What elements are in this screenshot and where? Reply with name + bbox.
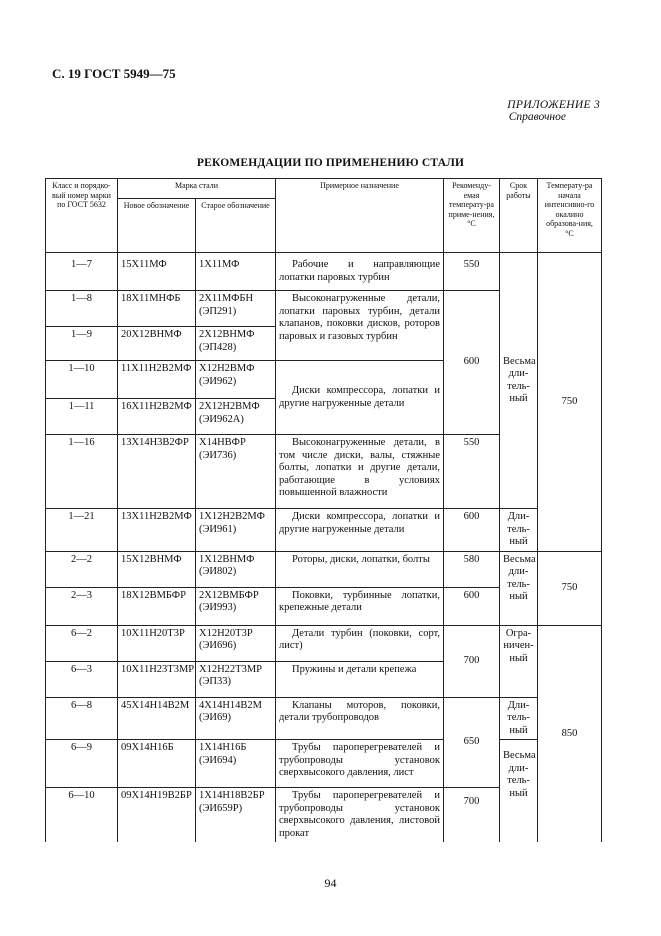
new-grade-cell: 15Х11МФ <box>118 253 196 291</box>
old-grade-cell: Х12Н2ВМФ (ЭИ962) <box>196 361 276 399</box>
purpose-cell: Высоконагруженные детали, лопатки паровых турбин, детали клапанов, поковки дисков, роторов паровых и газовых турбин <box>276 291 444 361</box>
table-row <box>46 253 602 291</box>
term-cell: Весьма дли-тель-ный <box>500 551 538 625</box>
class-cell: 2—2 <box>46 551 118 587</box>
header-term: Срок работы <box>500 179 538 253</box>
new-grade-cell: 20Х12ВНМФ <box>118 327 196 361</box>
purpose-cell: Клапаны моторов, поковки, детали трубопроводов <box>276 697 444 740</box>
term-cell: Весьма дли-тель-ный <box>500 740 538 843</box>
new-grade-cell: 13Х11Н2В2МФ <box>118 509 196 552</box>
old-grade-cell: 4Х14Н14В2М (ЭИ69) <box>196 697 276 740</box>
old-grade-cell: 2Х12Н2ВМФ (ЭИ962А) <box>196 399 276 435</box>
header-row-1 <box>46 179 602 199</box>
purpose-cell: Пружины и детали крепежа <box>276 661 444 697</box>
steel-application-table <box>45 178 602 842</box>
purpose-cell: Поковки, турбинные лопатки, крепежные детали <box>276 587 444 625</box>
class-cell: 1—10 <box>46 361 118 399</box>
new-grade-cell: 09Х14Н19В2БР <box>118 788 196 843</box>
header-new: Новое обозначение <box>118 199 196 253</box>
class-cell: 1—9 <box>46 327 118 361</box>
new-grade-cell: 11Х11Н2В2МФ <box>118 361 196 399</box>
old-grade-cell: 1Х14Н16Б (ЭИ694) <box>196 740 276 788</box>
temp-cell: 600 <box>444 587 500 625</box>
old-grade-cell: Х12Н20Т3Р (ЭИ696) <box>196 625 276 661</box>
new-grade-cell: 09Х14Н16Б <box>118 740 196 788</box>
term-cell: Дли-тель-ный <box>500 509 538 552</box>
temp-cell: 580 <box>444 551 500 587</box>
class-cell: 6—3 <box>46 661 118 697</box>
table-title: РЕКОМЕНДАЦИИ ПО ПРИМЕНЕНИЮ СТАЛИ <box>196 157 465 169</box>
class-cell: 1—11 <box>46 399 118 435</box>
temp-cell: 550 <box>444 435 500 509</box>
purpose-cell: Высоконагруженные детали, в том числе диски, валы, стяжные болты, лопатки и другие детали, работающие в условиях повышенной влажности <box>276 435 444 509</box>
table-row <box>46 697 602 740</box>
class-cell: 6—10 <box>46 788 118 843</box>
old-grade-cell: Х14НВФР (ЭИ736) <box>196 435 276 509</box>
new-grade-cell: 10Х11Н20Т3Р <box>118 625 196 661</box>
class-cell: 1—16 <box>46 435 118 509</box>
new-grade-cell: 45Х14Н14В2М <box>118 697 196 740</box>
old-grade-cell: 1Х14Н18В2БР (ЭИ659Р) <box>196 788 276 843</box>
page-number: 94 <box>324 876 337 890</box>
old-grade-cell: Х12Н22Т3МР (ЭП33) <box>196 661 276 697</box>
class-cell: 2—3 <box>46 587 118 625</box>
class-cell: 1—8 <box>46 291 118 327</box>
appendix-label: ПРИЛОЖЕНИЕ 3 <box>507 99 600 111</box>
header-grade: Марка стали <box>118 179 276 199</box>
new-grade-cell: 18Х12ВМБФР <box>118 587 196 625</box>
temp-cell: 700 <box>444 625 500 697</box>
temp-cell: 550 <box>444 253 500 291</box>
scale-temp-cell: 850 <box>538 625 602 842</box>
purpose-cell: Диски компрессора, лопатки и другие нагруженные детали <box>276 361 444 435</box>
scale-temp-cell: 750 <box>538 253 602 552</box>
table-row <box>46 509 602 552</box>
new-grade-cell: 15Х12ВНМФ <box>118 551 196 587</box>
purpose-cell: Диски компрессора, лопатки и другие нагруженные детали <box>276 509 444 552</box>
new-grade-cell: 13Х14Н3В2ФР <box>118 435 196 509</box>
temp-cell: 600 <box>444 291 500 435</box>
purpose-cell: Рабочие и направляющие лопатки паровых турбин <box>276 253 444 291</box>
purpose-cell: Трубы пароперегревателей и трубопроводы установок сверхвысокого давления, лист <box>276 740 444 788</box>
page-header: С. 19 ГОСТ 5949—75 <box>52 66 176 81</box>
class-cell: 6—9 <box>46 740 118 788</box>
old-grade-cell: 2Х12ВМБФР (ЭИ993) <box>196 587 276 625</box>
purpose-cell: Трубы пароперегревателей и трубопроводы установок сверхвысокого давления, листовой прокат <box>276 788 444 843</box>
term-cell: Огра-ничен-ный <box>500 625 538 697</box>
new-grade-cell: 18Х11МНФБ <box>118 291 196 327</box>
table-row <box>46 625 602 661</box>
scale-temp-cell: 750 <box>538 551 602 625</box>
temp-cell: 650 <box>444 697 500 788</box>
purpose-cell: Детали турбин (поковки, сорт, лист) <box>276 625 444 661</box>
header-temp: Рекоменду-емая температу-ра приме-нения, °С <box>444 179 500 253</box>
table-row <box>46 551 602 587</box>
table-row <box>46 740 602 788</box>
temp-cell: 600 <box>444 509 500 552</box>
header-old: Старое обозначение <box>196 199 276 253</box>
header-scale: Температу-ра начала интенсивно-го окалино образова-ния, °С <box>538 179 602 253</box>
class-cell: 6—8 <box>46 697 118 740</box>
header-class: Класс и порядко-вый номер марки по ГОСТ 5632 <box>46 179 118 253</box>
old-grade-cell: 1Х12ВНМФ (ЭИ802) <box>196 551 276 587</box>
old-grade-cell: 2Х12ВНМФ (ЭП428) <box>196 327 276 361</box>
class-cell: 6—2 <box>46 625 118 661</box>
temp-cell: 700 <box>444 788 500 843</box>
old-grade-cell: 2Х11МФБН (ЭП291) <box>196 291 276 327</box>
purpose-cell: Роторы, диски, лопатки, болты <box>276 551 444 587</box>
appendix-note: Справочное <box>508 111 566 123</box>
old-grade-cell: 1Х12Н2В2МФ (ЭИ961) <box>196 509 276 552</box>
header-purpose: Примерное назначение <box>276 179 444 253</box>
old-grade-cell: 1Х11МФ <box>196 253 276 291</box>
term-cell: Дли-тель-ный <box>500 697 538 740</box>
new-grade-cell: 16Х11Н2В2МФ <box>118 399 196 435</box>
class-cell: 1—21 <box>46 509 118 552</box>
new-grade-cell: 10Х11Н23Т3МР <box>118 661 196 697</box>
class-cell: 1—7 <box>46 253 118 291</box>
term-cell: Весьма дли-тель-ный <box>500 253 538 509</box>
